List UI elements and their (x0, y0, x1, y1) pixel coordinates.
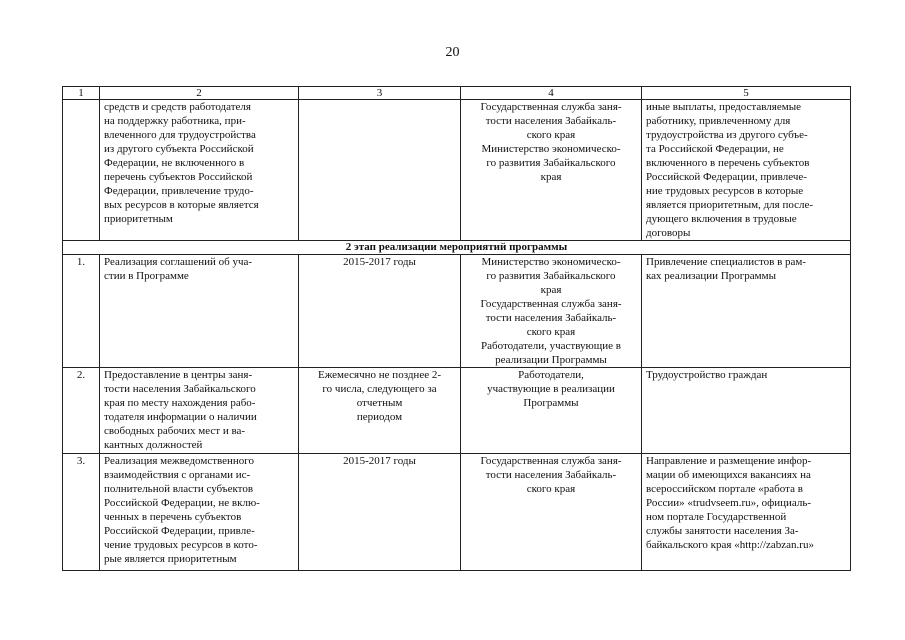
cell-line: стии в Программе (104, 270, 189, 282)
cell-line: взаимодействия с органами ис- (104, 469, 251, 481)
table-row (63, 454, 851, 571)
cell-line: края (540, 171, 562, 183)
cell-line: на поддержку работника, при- (104, 115, 246, 127)
cell-line: Ежемесячно не позднее 2- (318, 369, 441, 381)
header-cell-2: 2 (100, 87, 299, 100)
cell-line: Государственная служба заня- (480, 298, 622, 310)
cell-line: России» «trudvseem.ru», официаль- (646, 497, 812, 509)
cell-line: отчетным (356, 397, 403, 409)
header-cell-3: 3 (299, 87, 461, 100)
cell-line: договоры (646, 227, 691, 239)
cell-line: Работодатели, (518, 369, 584, 381)
cell-line: ченных в перечень субъектов (104, 511, 242, 523)
cell-line: свободных рабочих мест и ва- (104, 425, 246, 437)
deadline-cell (299, 255, 461, 368)
cell-line: тости населения Забайкаль- (485, 312, 617, 324)
continued-num-cell (63, 100, 100, 241)
cell-line: участвующие в реализации (487, 383, 615, 395)
cell-line: из другого субъекта Российской (104, 143, 254, 155)
cell-line: периодом (356, 411, 403, 423)
cell-line: края (540, 284, 562, 296)
cell-line: иные выплаты, предоставляемые (646, 101, 801, 113)
cell-line: приоритетным (104, 213, 173, 225)
cell-line: Работодатели, участвующие в (481, 340, 621, 352)
row-number: 2. (63, 368, 100, 454)
continued-deadline-cell (299, 100, 461, 241)
cell-line: Министерство экономическо- (481, 256, 621, 268)
cell-line: включенного в перечень субъектов (646, 157, 810, 169)
cell-line: Министерство экономическо- (481, 143, 621, 155)
measures-table (62, 86, 851, 571)
cell-line: Привлечение специалистов в рам- (646, 256, 807, 268)
cell-line: края по месту нахождения рабо- (104, 397, 256, 409)
cell-line: Реализация межведомственного (104, 455, 255, 467)
measure-cell (100, 454, 299, 571)
cell-line: средств и средств работодателя (104, 101, 251, 113)
cell-line: кантных должностей (104, 439, 203, 451)
cell-line: Федерации, не включенного в (104, 157, 245, 169)
executor-cell (461, 368, 642, 454)
cell-line: мации об имеющихся вакансиях на (646, 469, 811, 481)
cell-line: ского края (526, 483, 576, 495)
cell-line: является приоритетным, для после- (646, 199, 814, 211)
cell-line: та Российской Федерации, не (646, 143, 784, 155)
cell-line: тости населения Забайкальского (104, 383, 256, 395)
cell-line: трудоустройства из другого субъе- (646, 129, 808, 141)
cell-line: службы занятости населения За- (646, 525, 799, 537)
cell-line: полнительной власти субъектов (104, 483, 254, 495)
continued-measure-cell (100, 100, 299, 241)
cell-line: Направление и размещение инфор- (646, 455, 812, 467)
header-cell-5: 5 (642, 87, 851, 100)
table-row (63, 255, 851, 368)
stage-title: 2 этап реализации мероприятий программы (63, 241, 851, 255)
deadline-cell (299, 454, 461, 571)
cell-line: Программы (523, 397, 579, 409)
cell-line: ние трудовых ресурсов в которые (646, 185, 804, 197)
executor-cell (461, 255, 642, 368)
continued-result-cell (642, 100, 851, 241)
cell-line: всероссийском портале «работа в (646, 483, 803, 495)
cell-line: 2015-2017 годы (343, 455, 416, 467)
cell-line: дующего включения в трудовые (646, 213, 797, 225)
cell-line: байкальского края «http://zabzan.ru» (646, 539, 814, 551)
result-cell (642, 454, 851, 571)
cell-line: рые является приоритетным (104, 553, 237, 565)
page-number: 20 (445, 45, 460, 60)
cell-line: ского края (526, 326, 576, 338)
header-row (63, 87, 851, 100)
stage-row (63, 241, 851, 255)
row-number: 3. (63, 454, 100, 571)
cell-line: ках реализации Программы (646, 270, 776, 282)
measure-cell (100, 368, 299, 454)
cell-line: Реализация соглашений об уча- (104, 256, 253, 268)
cell-line: го числа, следующего за (322, 383, 437, 395)
header-cell-1: 1 (63, 87, 100, 100)
cell-line: тости населения Забайкаль- (485, 115, 617, 127)
cell-line: работнику, привлеченному для (646, 115, 791, 127)
cell-line: Государственная служба заня- (480, 101, 622, 113)
cell-line: 2015-2017 годы (343, 256, 416, 268)
cell-line: го развития Забайкальского (486, 270, 616, 282)
cell-line: Российской Федерации, привлече- (646, 171, 807, 183)
cell-line: Предоставление в центры заня- (104, 369, 253, 381)
cell-line: Трудоустройство граждан (646, 369, 768, 381)
cell-line: перечень субъектов Российской (104, 171, 253, 183)
cell-line: Российской Федерации, привле- (104, 525, 255, 537)
cell-line: тости населения Забайкаль- (485, 469, 617, 481)
executor-cell (461, 454, 642, 571)
cell-line: чение трудовых ресурсов в кото- (104, 539, 258, 551)
cell-line: Государственная служба заня- (480, 455, 622, 467)
deadline-cell (299, 368, 461, 454)
measure-cell (100, 255, 299, 368)
cell-line: ном портале Государственной (646, 511, 787, 523)
cell-line: го развития Забайкальского (486, 157, 616, 169)
cell-line: Российской Федерации, не вклю- (104, 497, 260, 509)
result-cell (642, 368, 851, 454)
cell-line: тодателя информации о наличии (104, 411, 257, 423)
cell-line: влеченного для трудоустройства (104, 129, 256, 141)
table-row (63, 368, 851, 454)
cell-line: ского края (526, 129, 576, 141)
result-cell (642, 255, 851, 368)
continued-executor-cell (461, 100, 642, 241)
cell-line: реализации Программы (495, 354, 607, 366)
continued-row (63, 100, 851, 241)
header-cell-4: 4 (461, 87, 642, 100)
cell-line: вых ресурсов в которые является (104, 199, 259, 211)
cell-line: Федерации, привлечение трудо- (104, 185, 254, 197)
row-number: 1. (63, 255, 100, 368)
